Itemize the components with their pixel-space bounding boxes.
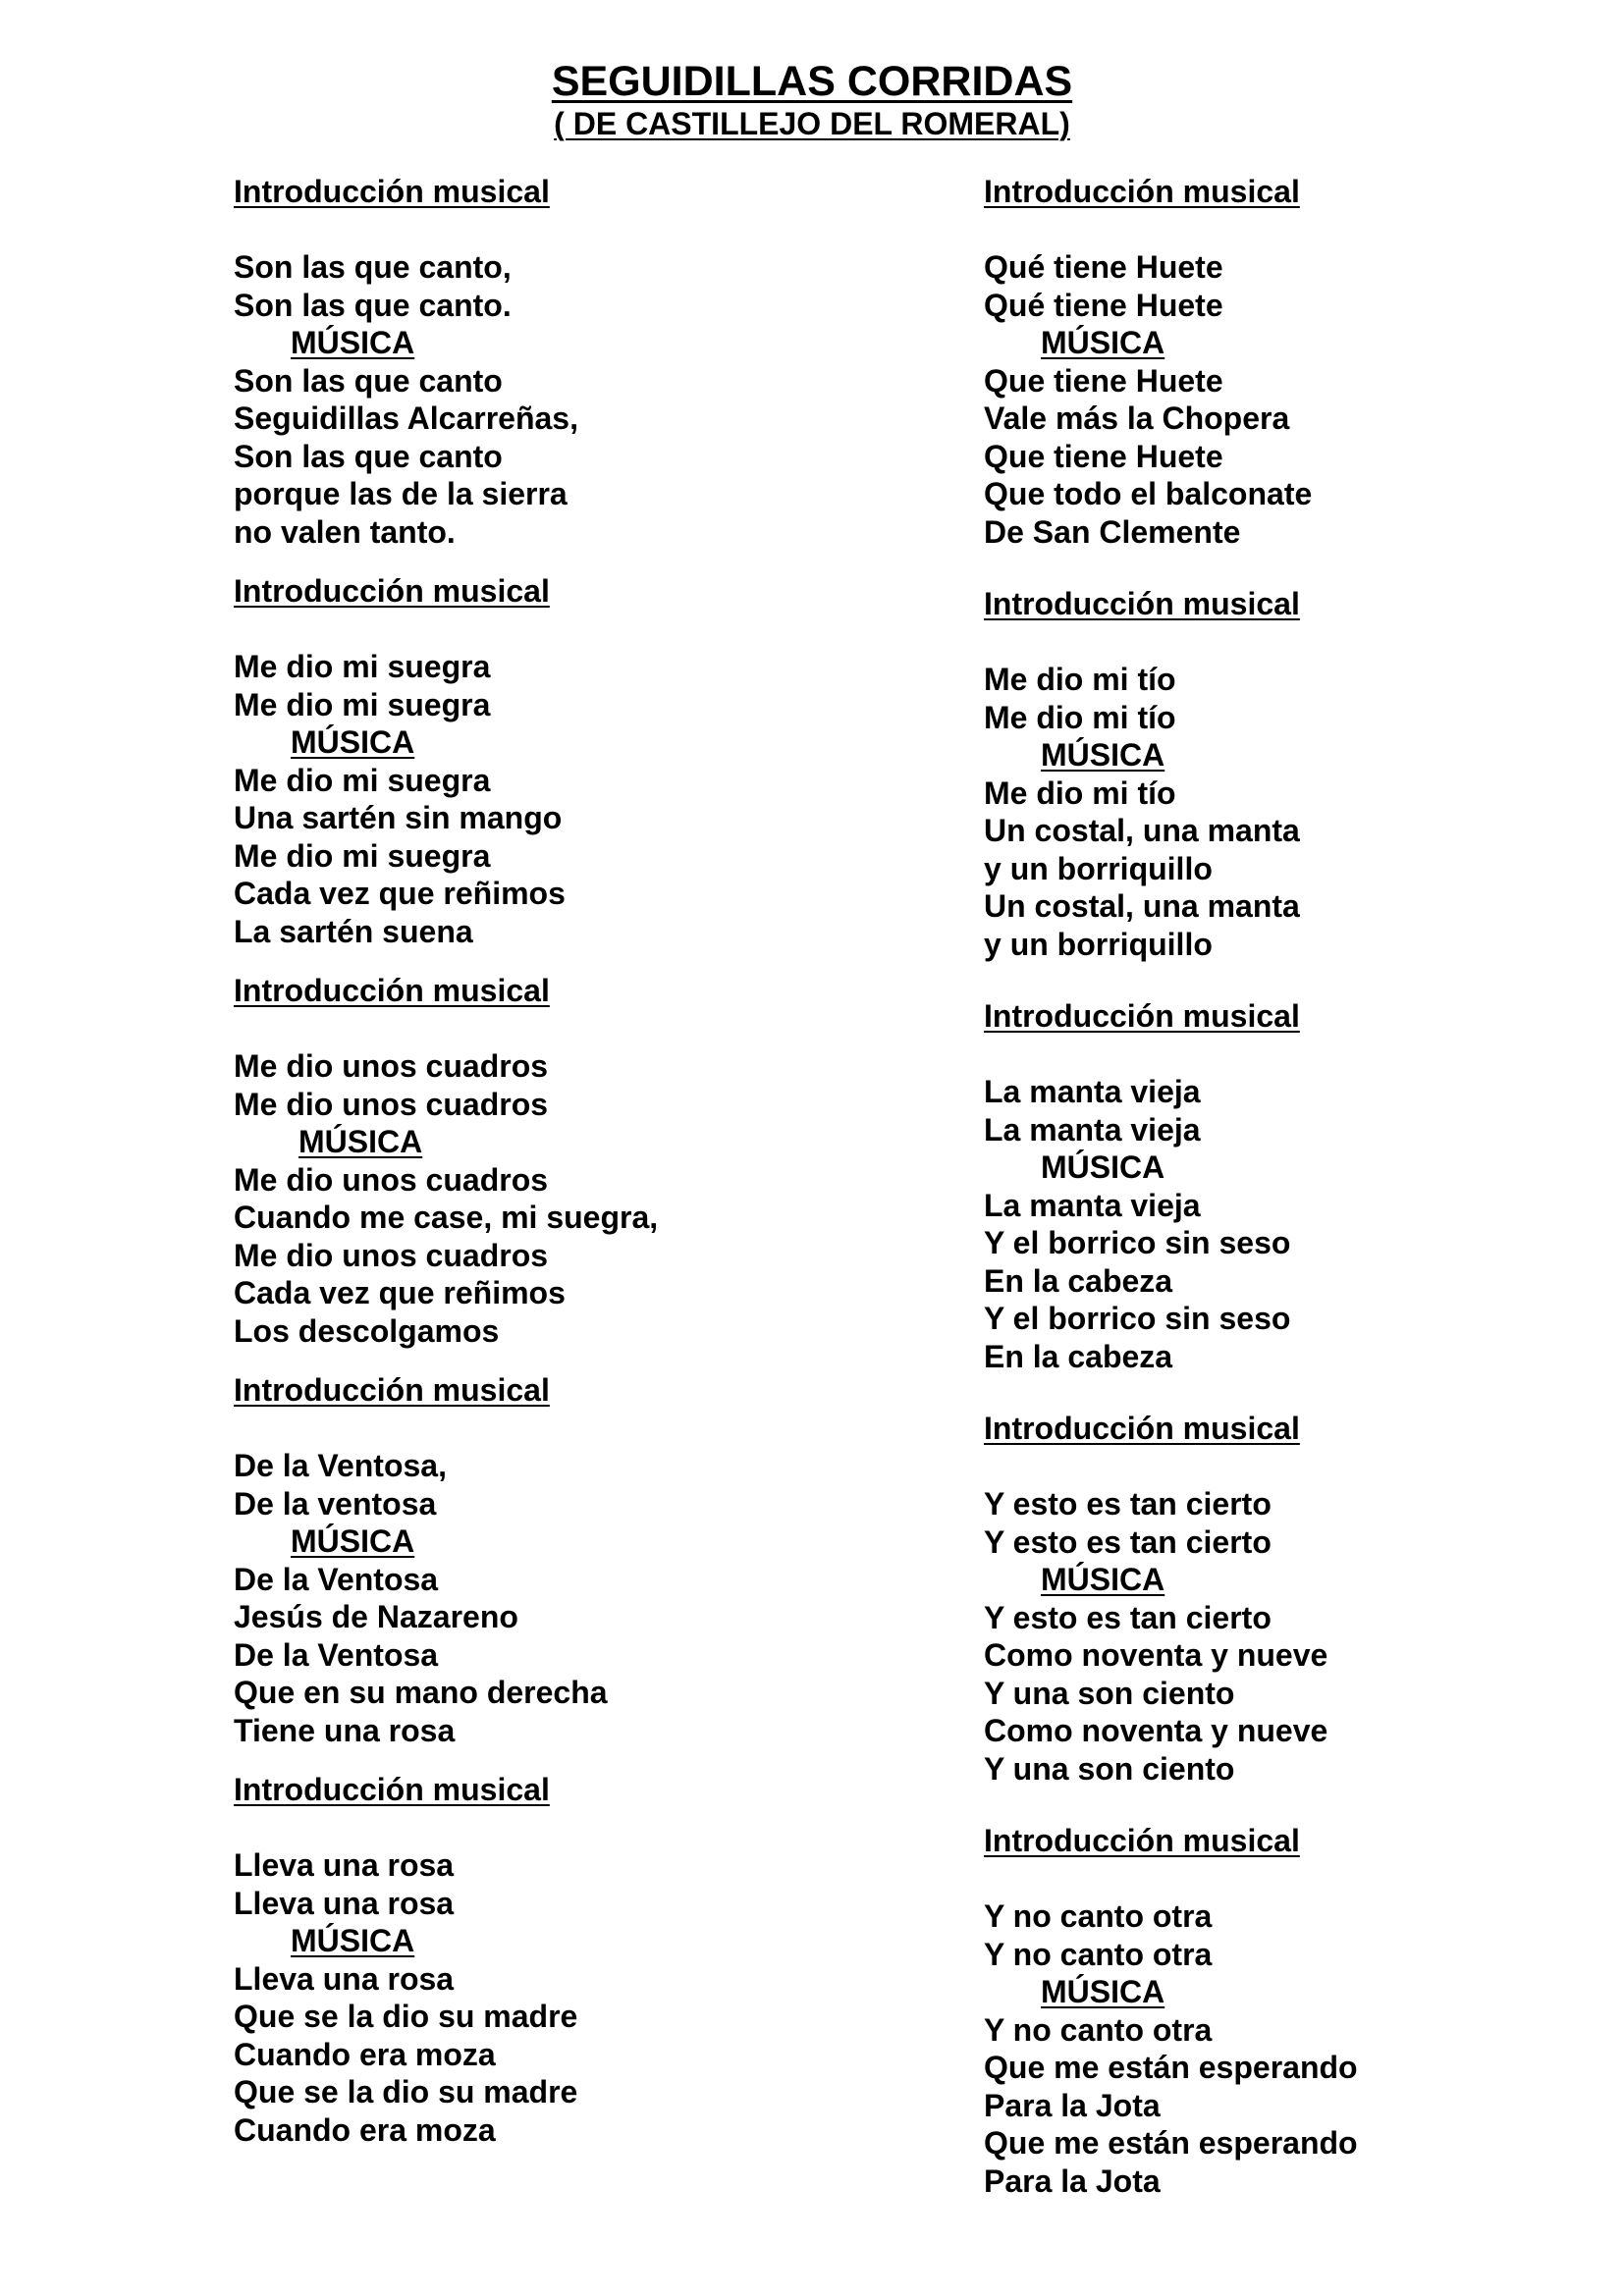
verse-line: Que todo el balconate	[984, 476, 1313, 511]
verse-line: porque las de la sierra	[234, 476, 568, 511]
verse-line: Qué tiene Huete	[984, 249, 1223, 285]
verse-line: Son las que canto,	[234, 249, 512, 285]
verse-line: Me dio unos cuadros	[234, 1161, 549, 1198]
music-cue: MÚSICA	[298, 1124, 423, 1159]
stanza	[984, 997, 1624, 1375]
verse-line: Que me están esperando	[984, 2050, 1358, 2085]
verse-line: La manta vieja	[984, 1074, 1201, 1109]
verse-line: De la Ventosa	[234, 1561, 439, 1597]
verse-line: Jesús de Nazareno	[234, 1599, 518, 1634]
verse-line: Y esto es tan cierto	[984, 1599, 1272, 1635]
verse-line: Cuando era moza	[234, 2111, 496, 2148]
verse-line: Y el borrico sin seso	[984, 1301, 1291, 1336]
verse-line: Me dio unos cuadros	[234, 1237, 549, 1273]
verse-line: Una sartén sin mango	[234, 800, 563, 835]
intro-heading: Introducción musical	[234, 1372, 550, 1408]
music-cue: MÚSICA	[291, 325, 415, 360]
verse-line: Lleva una rosa	[234, 1885, 455, 1921]
verse-line: Lleva una rosa	[234, 1960, 455, 1997]
stanza	[984, 1410, 1624, 1788]
verse-line: Me dio mi suegra	[234, 837, 491, 874]
verse-line: Y no canto otra	[984, 2011, 1213, 2048]
verse-line: Como noventa y nueve	[984, 1713, 1328, 1748]
verse-line: Los descolgamos	[234, 1312, 500, 1349]
verse-line: En la cabeza	[984, 1262, 1173, 1299]
verse-line: Seguidillas Alcarreñas,	[234, 400, 578, 436]
verse-line: Y una son ciento	[984, 1750, 1235, 1787]
verse-line: Me dio mi tío	[984, 774, 1176, 811]
verse-line: De San Clemente	[984, 513, 1241, 550]
verse-line: Que me están esperando	[984, 2125, 1358, 2161]
verse-line: Y el borrico sin seso	[984, 1225, 1291, 1260]
verse-line: Son las que canto.	[234, 287, 512, 323]
verse-line: Y esto es tan cierto	[984, 1486, 1272, 1522]
verse-line: De la Ventosa	[234, 1636, 439, 1673]
verse-line: y un borriquillo	[984, 926, 1213, 962]
intro-heading: Introducción musical	[234, 1772, 550, 1807]
verse-line: Y una son ciento	[984, 1675, 1235, 1711]
verse-line: Cuando me case, mi suegra,	[234, 1200, 659, 1235]
verse-line: De la ventosa	[234, 1485, 437, 1522]
music-cue: MÚSICA	[1041, 737, 1165, 773]
intro-heading: Introducción musical	[984, 586, 1300, 621]
stanza	[234, 572, 921, 950]
music-cue: MÚSICA	[291, 724, 415, 760]
verse-line: La manta vieja	[984, 1187, 1201, 1223]
verse-line: Lleva una rosa	[234, 1847, 455, 1883]
verse-line: Que se la dio su madre	[234, 1999, 578, 2034]
verse-line: Son las que canto	[234, 438, 503, 474]
verse-line: Como noventa y nueve	[984, 1637, 1328, 1673]
verse-line: Me dio mi suegra	[234, 649, 491, 684]
verse-line: La manta vieja	[984, 1111, 1201, 1148]
verse-line: Me dio mi tío	[984, 699, 1176, 735]
stanza	[234, 1371, 921, 1749]
document-header	[0, 57, 1624, 141]
verse-line: Un costal, una manta	[984, 813, 1300, 848]
verse-line: Y no canto otra	[984, 1936, 1213, 1972]
verse-line: Y esto es tan cierto	[984, 1523, 1272, 1560]
intro-heading: Introducción musical	[984, 998, 1300, 1034]
verse-line: La sartén suena	[234, 913, 473, 949]
verse-line: no valen tanto.	[234, 513, 456, 550]
verse-line: Son las que canto	[234, 362, 503, 399]
intro-heading: Introducción musical	[984, 1823, 1300, 1858]
verse-line: Que tiene Huete	[984, 438, 1223, 474]
intro-heading: Introducción musical	[234, 573, 550, 609]
verse-line: De la Ventosa,	[234, 1448, 447, 1483]
verse-line: Me dio mi suegra	[234, 762, 491, 798]
stanza	[984, 1822, 1624, 2200]
right-column	[984, 173, 1624, 2200]
verse-line: Me dio mi suegra	[234, 686, 491, 722]
music-cue: MÚSICA	[291, 1523, 415, 1559]
stanza	[234, 1771, 921, 2149]
intro-heading: Introducción musical	[234, 973, 550, 1008]
verse-line: y un borriquillo	[984, 850, 1213, 886]
verse-line: Cada vez que reñimos	[234, 876, 566, 911]
verse-line: Me dio mi tío	[984, 662, 1176, 697]
document-subtitle: ( DE CASTILLEJO DEL ROMERAL)	[554, 106, 1070, 141]
stanza	[234, 173, 921, 551]
document-title: SEGUIDILLAS CORRIDAS	[551, 58, 1073, 105]
intro-heading: Introducción musical	[234, 174, 550, 209]
music-cue: MÚSICA	[1041, 1974, 1165, 2009]
music-cue: MÚSICA	[291, 1923, 415, 1958]
verse-line: Me dio unos cuadros	[234, 1086, 549, 1122]
verse-line: Que tiene Huete	[984, 362, 1223, 399]
verse-line: Para la Jota	[984, 2163, 1161, 2199]
left-column	[234, 173, 921, 2149]
stanza	[984, 173, 1624, 551]
verse-line: Y no canto otra	[984, 1898, 1213, 1934]
intro-heading: Introducción musical	[984, 1411, 1300, 1446]
verse-line: Que en su mano derecha	[234, 1675, 608, 1710]
verse-line: Tiene una rosa	[234, 1712, 456, 1748]
verse-line: Me dio unos cuadros	[234, 1048, 549, 1084]
verse-line: Un costal, una manta	[984, 888, 1300, 924]
music-cue: MÚSICA	[1041, 325, 1165, 360]
verse-line: Qué tiene Huete	[984, 287, 1223, 323]
verse-line: Para la Jota	[984, 2087, 1161, 2123]
stanza	[984, 585, 1624, 963]
verse-line: Cada vez que reñimos	[234, 1275, 566, 1310]
verse-line: Cuando era moza	[234, 2036, 496, 2072]
intro-heading: Introducción musical	[984, 174, 1300, 209]
stanza	[234, 972, 921, 1350]
verse-line: Que se la dio su madre	[234, 2074, 578, 2109]
music-cue: MÚSICA	[1041, 1149, 1165, 1185]
music-cue: MÚSICA	[1041, 1562, 1165, 1597]
verse-line: Vale más la Chopera	[984, 400, 1290, 436]
verse-line: En la cabeza	[984, 1338, 1173, 1374]
